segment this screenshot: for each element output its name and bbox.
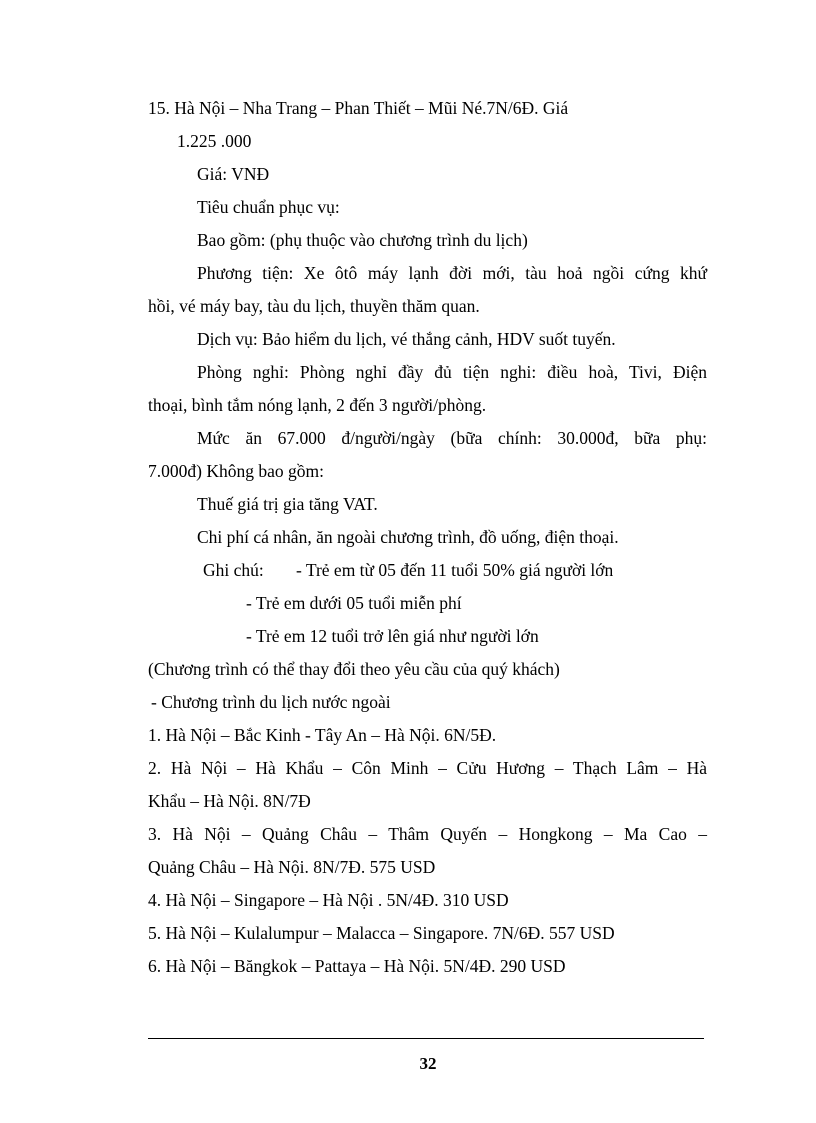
services-line: Dịch vụ: Bảo hiểm du lịch, vé thắng cảnh, HDV suốt tuyến.: [197, 329, 616, 349]
tour-15-price: 1.225 .000: [177, 131, 252, 151]
note-3: - Trẻ em 12 tuổi trở lên giá như người lớn: [246, 626, 539, 646]
overseas-tour-5: 5. Hà Nội – Kulalumpur – Malacca – Singapore. 7N/6Đ. 557 USD: [148, 923, 615, 943]
change-notice: (Chương trình có thể thay đổi theo yêu cầu của quý khách): [148, 659, 560, 679]
meals-line-2: 7.000đ) Không bao gồm:: [148, 461, 324, 481]
overseas-tour-4: 4. Hà Nội – Singapore – Hà Nội . 5N/4Đ. 310 USD: [148, 890, 509, 910]
transport-line-1: Phương tiện: Xe ôtô máy lạnh đời mới, tàu hoả ngồi cứng khứ: [197, 263, 707, 283]
rooms-line-2: thoại, bình tắm nóng lạnh, 2 đến 3 người/phòng.: [148, 395, 487, 415]
overseas-tour-3-line-2: Quảng Châu – Hà Nội. 8N/7Đ. 575 USD: [148, 857, 436, 877]
overseas-tour-2-line-1: 2. Hà Nội – Hà Khẩu – Côn Minh – Cửu Hương – Thạch Lâm – Hà: [148, 758, 707, 778]
note-2: - Trẻ em dưới 05 tuổi miễn phí: [246, 593, 462, 613]
overseas-tour-3-line-1: 3. Hà Nội – Quảng Châu – Thâm Quyến – Hongkong – Ma Cao –: [148, 824, 707, 844]
overseas-tour-2-line-2: Khẩu – Hà Nội. 8N/7Đ: [148, 791, 311, 811]
overseas-heading: - Chương trình du lịch nước ngoài: [151, 692, 391, 712]
service-standard-heading: Tiêu chuẩn phục vụ:: [197, 197, 340, 217]
meals-line-1: Mức ăn 67.000 đ/người/ngày (bữa chính: 30.000đ, bữa phụ:: [197, 428, 707, 448]
note-1: - Trẻ em từ 05 đến 11 tuổi 50% giá người lớn: [296, 560, 614, 580]
overseas-tour-1: 1. Hà Nội – Bắc Kinh - Tây An – Hà Nội. 6N/5Đ.: [148, 725, 497, 745]
note-label: Ghi chú:: [203, 560, 264, 580]
page-number: 32: [419, 1054, 437, 1073]
exclusion-personal: Chi phí cá nhân, ăn ngoài chương trình, đồ uống, điện thoại.: [197, 527, 619, 547]
tour-15-title: 15. Hà Nội – Nha Trang – Phan Thiết – Mũi Né.7N/6Đ. Giá: [148, 98, 569, 118]
includes-line: Bao gồm: (phụ thuộc vào chương trình du lịch): [197, 230, 528, 250]
footer-divider: [148, 1038, 704, 1039]
rooms-line-1: Phòng nghỉ: Phòng nghỉ đầy đủ tiện nghi: điều hoà, Tivi, Điện: [197, 362, 707, 382]
exclusion-vat: Thuế giá trị gia tăng VAT.: [197, 494, 378, 514]
tour-15-currency: Giá: VNĐ: [197, 164, 270, 184]
transport-line-2: hồi, vé máy bay, tàu du lịch, thuyền thăm quan.: [148, 296, 480, 316]
overseas-tour-6: 6. Hà Nội – Băngkok – Pattaya – Hà Nội. 5N/4Đ. 290 USD: [148, 956, 566, 976]
